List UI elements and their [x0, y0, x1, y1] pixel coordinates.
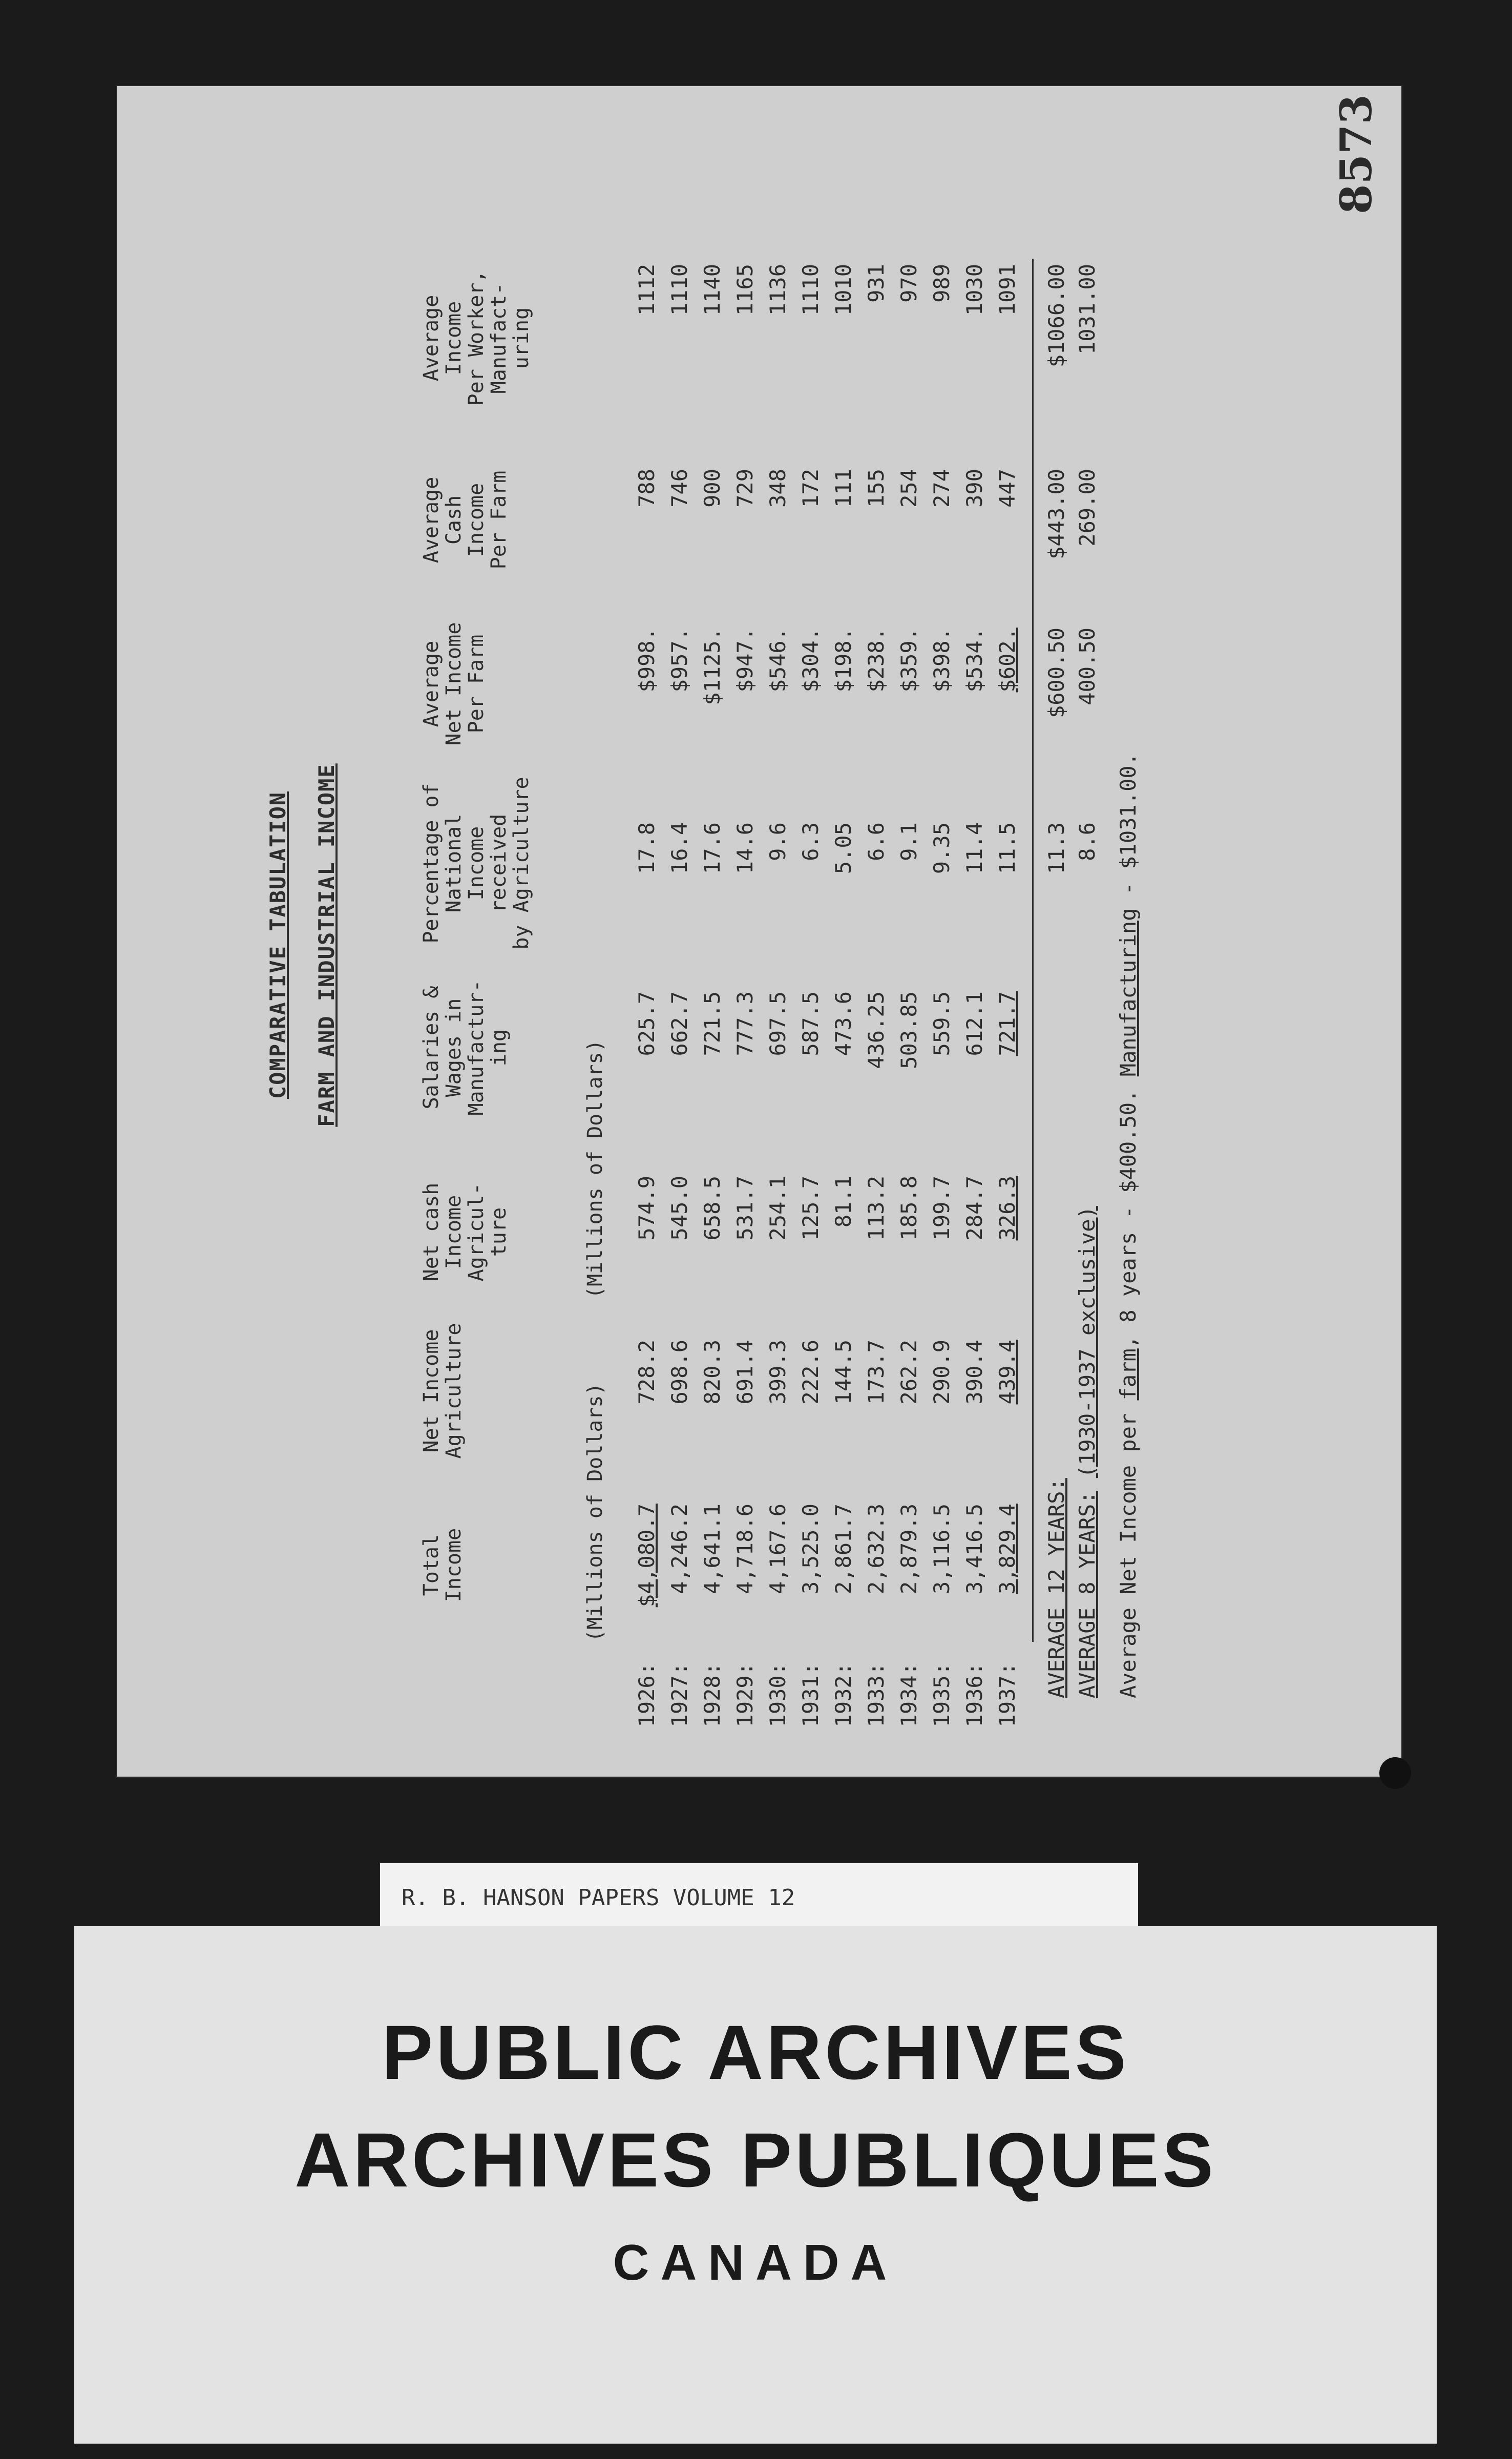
row-avg-cash-income-farm: 900 — [700, 469, 725, 508]
row-avg-income-worker: 989 — [929, 264, 954, 303]
row-net-income-agriculture: 144.5 — [831, 1340, 856, 1405]
avg12-cash-farm: $443.00 — [1044, 469, 1069, 560]
row-avg-net-income-farm: $238. — [864, 628, 889, 693]
row-total-income: 3,416.5 — [962, 1504, 987, 1595]
row-total-income: 3,116.5 — [929, 1504, 954, 1595]
row-year: 1929: — [732, 1662, 758, 1727]
row-percentage-national: 6.6 — [864, 822, 889, 861]
row-year: 1937: — [995, 1662, 1020, 1727]
row-net-income-agriculture: 820.3 — [700, 1340, 725, 1405]
row-avg-net-income-farm: $359. — [896, 628, 921, 693]
archive-label-strip — [379, 1862, 1139, 1931]
row-percentage-national: 5.05 — [831, 822, 856, 874]
row-avg-net-income-farm: $304. — [798, 628, 823, 693]
col-header-avg-cash-income-farm: Average Cash Income Per Farm — [419, 470, 511, 570]
avg8-net-farm: 400.50 — [1075, 628, 1100, 705]
row-salaries-wages: 721.7 — [995, 991, 1020, 1056]
row-avg-cash-income-farm: 390 — [962, 469, 987, 508]
row-salaries-wages: 721.5 — [700, 991, 725, 1056]
footnote-farm: farm — [1116, 1348, 1141, 1401]
row-avg-net-income-farm: $947. — [732, 628, 758, 693]
col-header-total-income: Total Income — [419, 1528, 466, 1602]
row-salaries-wages: 503.85 — [896, 991, 921, 1069]
avg12-worker: $1066.00 — [1044, 264, 1069, 368]
document-title: COMPARATIVE TABULATION — [265, 791, 290, 1099]
row-year: 1932: — [831, 1662, 856, 1727]
units-label-left: (Millions of Dollars) — [583, 1383, 607, 1642]
row-net-cash-income: 545.0 — [667, 1176, 692, 1241]
row-avg-net-income-farm: $198. — [831, 628, 856, 693]
row-percentage-national: 17.8 — [634, 822, 659, 874]
row-salaries-wages: 587.5 — [798, 991, 823, 1056]
row-avg-income-worker: 1112 — [634, 264, 659, 316]
row-avg-cash-income-farm: 447 — [995, 469, 1020, 508]
row-net-cash-income: 284.7 — [962, 1176, 987, 1241]
footnote-manufacturing: Manufacturing — [1116, 908, 1141, 1077]
average-8-label — [1076, 1206, 1099, 1698]
archives-banner — [74, 1926, 1437, 2444]
col-header-percentage-national: Percentage of National Income received by Agriculture — [419, 777, 533, 950]
row-net-income-agriculture: 173.7 — [864, 1340, 889, 1405]
row-avg-cash-income-farm: 746 — [667, 469, 692, 508]
row-net-cash-income: 531.7 — [732, 1176, 758, 1241]
average-12-label-text: AVERAGE 12 YEARS: — [1044, 1478, 1069, 1698]
row-avg-income-worker: 1030 — [962, 264, 987, 316]
row-percentage-national: 16.4 — [667, 822, 692, 874]
row-net-cash-income: 81.1 — [831, 1176, 856, 1228]
row-avg-net-income-farm: $998. — [634, 628, 659, 693]
col-header-net-income-agriculture: Net Income Agriculture — [419, 1323, 466, 1459]
row-net-cash-income: 254.1 — [765, 1176, 790, 1241]
row-avg-cash-income-farm: 111 — [831, 469, 856, 508]
row-avg-income-worker: 1091 — [995, 264, 1020, 316]
banner-line-3: CANADA — [613, 2234, 898, 2290]
row-percentage-national: 14.6 — [732, 822, 758, 874]
footnote-mid: , 8 years - $400.50. — [1116, 1089, 1141, 1349]
row-avg-income-worker: 970 — [896, 264, 921, 303]
table-row — [996, 131, 1037, 1760]
row-percentage-national: 9.6 — [765, 822, 790, 861]
row-net-cash-income: 113.2 — [864, 1176, 889, 1241]
row-year: 1933: — [864, 1662, 889, 1727]
row-net-income-agriculture: 698.6 — [667, 1340, 692, 1405]
row-year: 1928: — [700, 1662, 725, 1727]
tabulation-sheet — [266, 131, 1224, 1760]
row-avg-income-worker: 1136 — [765, 264, 790, 316]
row-total-income: 4,246.2 — [667, 1504, 692, 1595]
row-net-income-agriculture: 399.3 — [765, 1340, 790, 1405]
row-avg-net-income-farm: $546. — [765, 628, 790, 693]
row-avg-net-income-farm: $1125. — [700, 628, 725, 705]
banner-line-2: ARCHIVES PUBLIQUES — [295, 2117, 1216, 2203]
row-avg-cash-income-farm: 172 — [798, 469, 823, 508]
row-avg-cash-income-farm: 254 — [896, 469, 921, 508]
row-avg-net-income-farm: $602. — [995, 628, 1020, 693]
archive-label: R. B. HANSON PAPERS VOLUME 12 — [402, 1885, 795, 1911]
punch-hole — [1379, 1757, 1411, 1789]
row-year: 1936: — [962, 1662, 987, 1727]
footnote — [1117, 753, 1140, 1698]
row-percentage-national: 11.5 — [995, 822, 1020, 874]
row-avg-cash-income-farm: 729 — [732, 469, 758, 508]
row-total-income: 4,718.6 — [732, 1504, 758, 1595]
row-total-income: 3,525.0 — [798, 1504, 823, 1595]
row-net-cash-income: 326.3 — [995, 1176, 1020, 1241]
avg8-percentage: 8.6 — [1075, 822, 1100, 861]
row-avg-income-worker: 1140 — [700, 264, 725, 316]
document-subtitle: FARM AND INDUSTRIAL INCOME — [314, 763, 339, 1127]
average-12-label — [1045, 1478, 1068, 1698]
row-net-income-agriculture: 390.4 — [962, 1340, 987, 1405]
row-avg-net-income-farm: $398. — [929, 628, 954, 693]
row-net-cash-income: 125.7 — [798, 1176, 823, 1241]
col-header-net-cash-income: Net cash Income Agricul- ture — [419, 1182, 511, 1282]
row-avg-income-worker: 1165 — [732, 264, 758, 316]
row-avg-income-worker: 1110 — [667, 264, 692, 316]
row-net-income-agriculture: 290.9 — [929, 1340, 954, 1405]
row-salaries-wages: 625.7 — [634, 991, 659, 1056]
avg12-net-farm: $600.50 — [1044, 628, 1069, 719]
row-total-income: 2,861.7 — [831, 1504, 856, 1595]
row-net-income-agriculture: 222.6 — [798, 1340, 823, 1405]
row-total-income: 4,641.1 — [700, 1504, 725, 1595]
row-net-cash-income: 199.7 — [929, 1176, 954, 1241]
average-8-label-text: AVERAGE 8 YEARS: — [1075, 1491, 1100, 1698]
col-header-avg-income-worker: Average Income Per Worker, Manufact- uring — [419, 270, 533, 406]
row-avg-cash-income-farm: 788 — [634, 469, 659, 508]
row-total-income: 4,167.6 — [765, 1504, 790, 1595]
col-header-avg-net-income-farm: Average Net Income Per Farm — [419, 622, 488, 746]
row-total-income: 2,632.3 — [864, 1504, 889, 1595]
row-avg-cash-income-farm: 348 — [765, 469, 790, 508]
row-net-cash-income: 658.5 — [700, 1176, 725, 1241]
row-net-income-agriculture: 262.2 — [896, 1340, 921, 1405]
row-total-income: 2,879.3 — [896, 1504, 921, 1595]
banner-line-1: PUBLIC ARCHIVES — [382, 2009, 1129, 2095]
avg8-worker: 1031.00 — [1075, 264, 1100, 355]
row-total-income: $4,080.7 — [634, 1504, 659, 1608]
row-salaries-wages: 473.6 — [831, 991, 856, 1056]
row-net-income-agriculture: 691.4 — [732, 1340, 758, 1405]
row-percentage-national: 9.35 — [929, 822, 954, 874]
row-avg-net-income-farm: $957. — [667, 628, 692, 693]
units-label-mid: (Millions of Dollars) — [583, 1039, 607, 1299]
row-salaries-wages: 777.3 — [732, 991, 758, 1056]
row-salaries-wages: 559.5 — [929, 991, 954, 1056]
total-divider — [1032, 259, 1034, 1642]
row-percentage-national: 11.4 — [962, 822, 987, 874]
avg12-percentage: 11.3 — [1044, 822, 1069, 874]
average-8-note: (1930-1937 exclusive) — [1075, 1206, 1100, 1478]
row-percentage-national: 9.1 — [896, 822, 921, 861]
row-year: 1935: — [929, 1662, 954, 1727]
row-avg-net-income-farm: $534. — [962, 628, 987, 693]
row-percentage-national: 6.3 — [798, 822, 823, 861]
row-year: 1934: — [896, 1662, 921, 1727]
row-year: 1927: — [667, 1662, 692, 1727]
footnote-end: - $1031.00. — [1116, 753, 1141, 908]
row-avg-income-worker: 931 — [864, 264, 889, 303]
row-avg-cash-income-farm: 274 — [929, 469, 954, 508]
row-total-income: 3,829.4 — [995, 1504, 1020, 1595]
row-salaries-wages: 697.5 — [765, 991, 790, 1056]
row-net-income-agriculture: 439.4 — [995, 1340, 1020, 1405]
row-salaries-wages: 612.1 — [962, 991, 987, 1056]
row-salaries-wages: 662.7 — [667, 991, 692, 1056]
row-year: 1926: — [634, 1662, 659, 1727]
row-avg-cash-income-farm: 155 — [864, 469, 889, 508]
row-year: 1930: — [765, 1662, 790, 1727]
row-net-cash-income: 574.9 — [634, 1176, 659, 1241]
row-net-income-agriculture: 728.2 — [634, 1340, 659, 1405]
avg8-cash-farm: 269.00 — [1075, 469, 1100, 547]
row-avg-income-worker: 1110 — [798, 264, 823, 316]
row-year: 1931: — [798, 1662, 823, 1727]
row-salaries-wages: 436.25 — [864, 991, 889, 1069]
row-percentage-national: 17.6 — [700, 822, 725, 874]
row-net-cash-income: 185.8 — [896, 1176, 921, 1241]
col-header-salaries-wages: Salaries & Wages in Manufactur- ing — [419, 980, 511, 1116]
row-avg-income-worker: 1010 — [831, 264, 856, 316]
page-number: 8573 — [1331, 94, 1381, 214]
footnote-prefix: Average Net Income per — [1116, 1413, 1141, 1698]
